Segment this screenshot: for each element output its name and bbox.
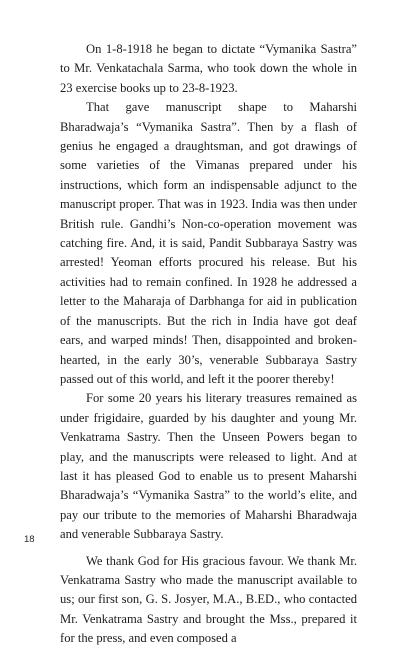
- body-text: [60, 40, 357, 649]
- paragraph-literary-treasures: For some 20 years his literary treasures remained as under frigidaire, guarded by his daughter and young Mr. Venkatrama Sastry. Then the Unseen Powers began to play, and the manuscripts were released to light. And at last it has pleased God to enable us to present Maharshi Bharadwaja’s “Vymanika Sastra” to the world’s elite, and pay our tribute to the memories of Maharshi Bharadwaja and venerable Subbaraya Sastry.: [60, 391, 357, 542]
- paragraph-manuscript-history: That gave manuscript shape to Maharshi Bharadwaja’s “Vymanika Sastra”. Then by a flash of genius he engaged a draughtsman, and got drawings of some varieties of the Vimanas prepared under his instructions, which form an indispensable adjunct to the manuscript proper. That was in 1923. India was then under British rule. Gandhi’s Non-co-operation movement was catching fire. And, it is said, Pandit Subbaraya Sastry was arrested! Yeoman efforts procured his release. But his activities had to remain confined. In 1928 he addressed a letter to the Maharaja of Darbhanga for aid in publication of the manuscripts. But the rich in India have got deaf ears, and warped minds! Then, disappointed and broken-hearted, in the early 30’s, venerable Subbaraya Sastry passed out of this world, and left it the poorer thereby!: [60, 100, 357, 386]
- paragraph-acknowledgements: We thank God for His gracious favour. We thank Mr. Venkatrama Sastry who made the manuscript available to us; our first son, G. S. Josyer, M.A., B.ED., who contacted Mr. Venkatrama Sastry and brought the Mss., prepared it for the press, and even composed a: [60, 553, 357, 646]
- paragraph-dictation: On 1-8-1918 he began to dictate “Vymanika Sastra” to Mr. Venkatachala Sarma, who took down the whole in 23 exercise books up to 23-8-1923.: [60, 42, 357, 95]
- page-number: 18: [24, 534, 35, 545]
